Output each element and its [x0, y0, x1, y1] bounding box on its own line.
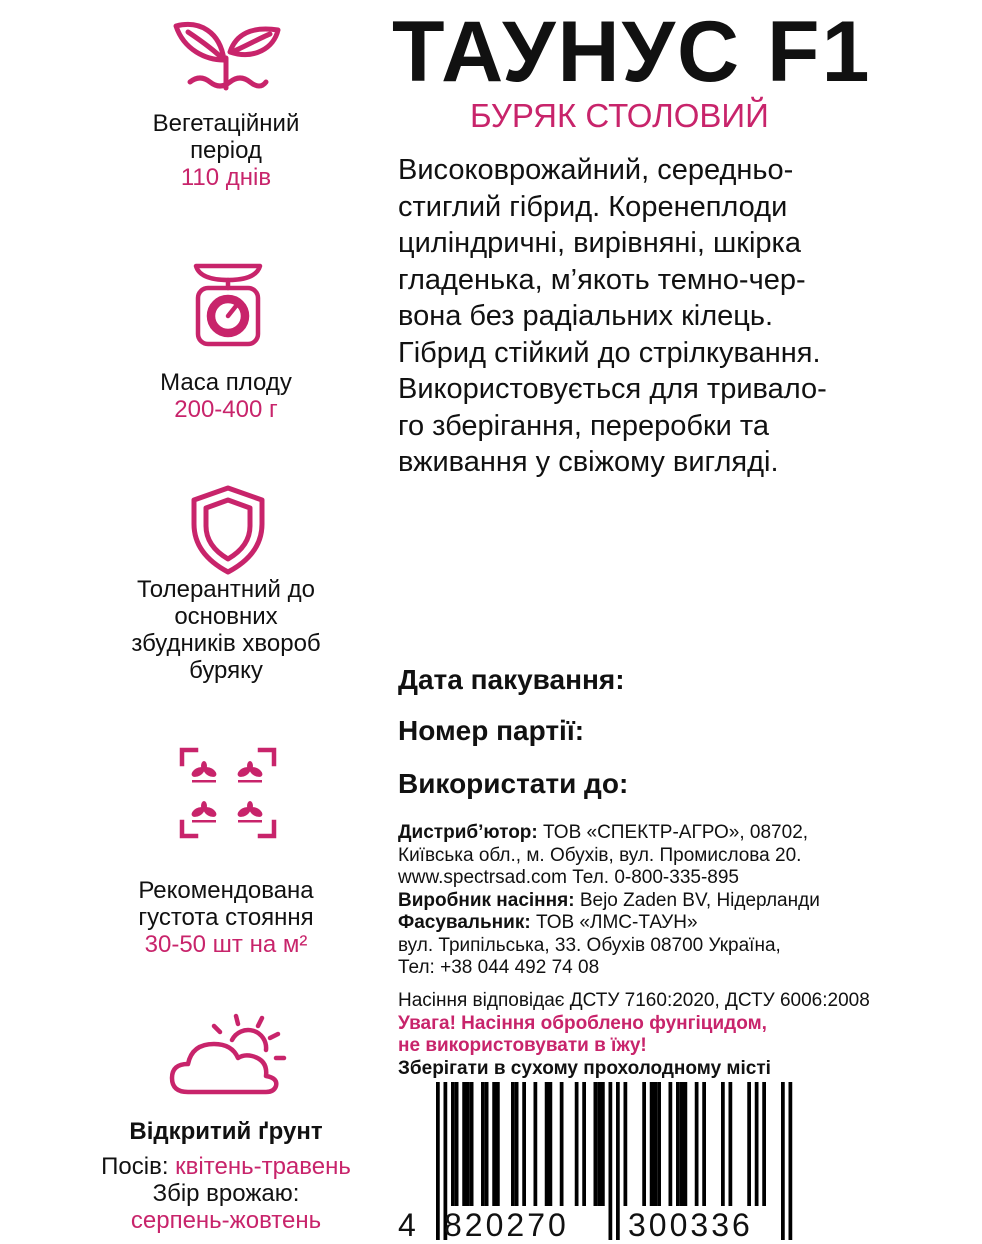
- sprout-icon: [166, 12, 288, 98]
- mass-value: 200-400 г: [174, 396, 278, 423]
- packer-line: [398, 912, 958, 935]
- barcode-bar: [702, 1082, 706, 1206]
- producer-value: Bejo Zaden BV, Нідерланди: [579, 889, 820, 911]
- description-line: вживання у свіжому вигляді.: [398, 446, 779, 478]
- ground-title: Відкритий ґрунт: [129, 1118, 323, 1145]
- barcode-first-digit: 4: [398, 1207, 416, 1243]
- barcode-bar: [601, 1082, 605, 1206]
- barcode-bar: [492, 1082, 496, 1206]
- packer-label: Фасувальник:: [398, 912, 531, 933]
- description-line: го зберігання, переробки та: [398, 409, 769, 442]
- barcode-digits: [398, 1207, 753, 1244]
- distributor-label: Дистриб’ютор:: [398, 822, 538, 843]
- barcode-bar: [755, 1082, 759, 1206]
- harvest-label: Збір врожаю:: [152, 1180, 300, 1207]
- description-line: вона без радіальних кілець.: [398, 300, 774, 332]
- tolerance-feature: [96, 576, 356, 684]
- product-title: ТАУНУС F1: [392, 4, 872, 100]
- barcode-bar: [762, 1082, 766, 1206]
- warning-line-1: Увага! Насіння оброблено фунгіцидом,: [398, 1012, 767, 1034]
- barcode-right-group: 300336: [628, 1207, 753, 1243]
- standard-note: Насіння відповідає ДСТУ 7160:2020, ДСТУ 6006:2008: [398, 990, 870, 1011]
- shield-icon: [188, 484, 268, 576]
- barcode-bar: [747, 1082, 751, 1206]
- barcode-bar: [642, 1082, 646, 1206]
- sowing-label: Посів:: [101, 1153, 169, 1180]
- barcode-bar: [485, 1082, 489, 1206]
- use-by-field: Використати до:: [398, 768, 629, 799]
- barcode-bar: [789, 1082, 793, 1240]
- pack-date-field: Дата пакування:: [398, 664, 625, 695]
- barcode-bar: [676, 1082, 680, 1206]
- barcode-bar: [594, 1082, 598, 1206]
- barcode-left-group: 820270: [444, 1207, 569, 1243]
- batch-number-field: Номер партії:: [398, 715, 585, 746]
- distributor-value: ТОВ «СПЕКТР-АГРО», 08702,: [543, 822, 809, 843]
- density-value: 30-50 шт на м²: [144, 931, 308, 958]
- barcode-bar: [451, 1082, 455, 1206]
- producer-line: [398, 890, 958, 913]
- barcode-bar: [669, 1082, 673, 1206]
- barcode-bar: [511, 1082, 515, 1206]
- packer-value: ТОВ «ЛМС-ТАУН»: [535, 912, 698, 933]
- description-line: гладенька, м’якоть темно-чер-: [398, 263, 806, 296]
- sun-cloud-icon: [166, 1010, 290, 1100]
- density-label: Рекомендована: [138, 877, 314, 904]
- density-feature: [96, 877, 356, 958]
- mass-label: Маса плоду: [160, 369, 292, 396]
- barcode-bar: [650, 1082, 654, 1206]
- barcode-bar: [729, 1082, 733, 1206]
- barcode-bar: [582, 1082, 586, 1206]
- warning-line-2: не використовувати в їжу!: [398, 1035, 647, 1056]
- vegetation-feature: [96, 110, 356, 191]
- packer-address: вул. Трипільська, 33. Обухів 08700 Україна,: [398, 934, 781, 956]
- barcode-bar: [624, 1082, 628, 1206]
- distributor-info: [398, 822, 958, 980]
- barcode-bar: [560, 1082, 564, 1206]
- tolerance-line-2: основних: [174, 603, 278, 630]
- vegetation-label-2: період: [190, 137, 262, 164]
- distributor-line: [398, 822, 958, 845]
- barcode-bar: [470, 1082, 474, 1206]
- scale-icon: [190, 258, 266, 350]
- barcode-bar: [657, 1082, 661, 1206]
- harvest-value: серпень-жовтень: [130, 1207, 322, 1234]
- barcode-bar: [721, 1082, 725, 1206]
- description-line: Високоврожайний, середньо-: [398, 154, 794, 186]
- sowing-value: квітень-травень: [175, 1153, 351, 1180]
- barcode-bar: [781, 1082, 785, 1240]
- barcode-bar: [515, 1082, 519, 1206]
- barcode-bar: [496, 1082, 500, 1206]
- barcode-bar: [680, 1082, 684, 1206]
- sowing-line: [76, 1153, 376, 1180]
- product-description: [398, 152, 968, 481]
- tolerance-line-4: буряку: [189, 657, 263, 684]
- tolerance-line-1: Толерантний до: [137, 576, 315, 603]
- ground-feature: [76, 1118, 376, 1234]
- barcode-bar: [684, 1082, 688, 1206]
- barcode-bar: [466, 1082, 470, 1206]
- description-line: Використовується для тривало-: [398, 373, 827, 405]
- product-subtitle: БУРЯК СТОЛОВИЙ: [470, 97, 769, 134]
- barcode-bar: [455, 1082, 459, 1206]
- barcode-bar: [597, 1082, 601, 1206]
- barcode-bar: [481, 1082, 485, 1206]
- description-line: Гібрид стійкий до стрілкування.: [398, 336, 821, 369]
- barcode-bar: [522, 1082, 526, 1206]
- packer-phone: Тел: +38 044 492 74 08: [398, 957, 600, 978]
- vegetation-value: 110 днів: [180, 164, 272, 191]
- vegetation-label: Вегетаційний: [152, 110, 300, 137]
- barcode-bar: [575, 1082, 579, 1206]
- description-line: циліндричні, вирівняні, шкірка: [398, 227, 801, 259]
- barcode-bar: [654, 1082, 658, 1206]
- tolerance-line-3: збудників хвороб: [131, 630, 321, 657]
- plant-grid-icon: [178, 746, 278, 840]
- barcode-bar: [549, 1082, 553, 1206]
- barcode-bar: [534, 1082, 538, 1206]
- producer-label: Виробник насіння:: [398, 889, 575, 911]
- notes-block: [398, 990, 958, 1080]
- distributor-contact: www.spectrsad.com Тел. 0-800-335-895: [398, 867, 739, 888]
- barcode-bar: [545, 1082, 549, 1206]
- mass-feature: [96, 369, 356, 423]
- storage-note: Зберігати в сухому прохолодному місті: [398, 1057, 771, 1079]
- description-line: стиглий гібрид. Коренеплоди: [398, 190, 788, 223]
- distributor-address: Київська обл., м. Обухів, вул. Промислова 20.: [398, 844, 802, 866]
- barcode-bar: [462, 1082, 466, 1206]
- barcode-bar: [695, 1082, 699, 1206]
- density-label-2: густота стояння: [138, 904, 314, 931]
